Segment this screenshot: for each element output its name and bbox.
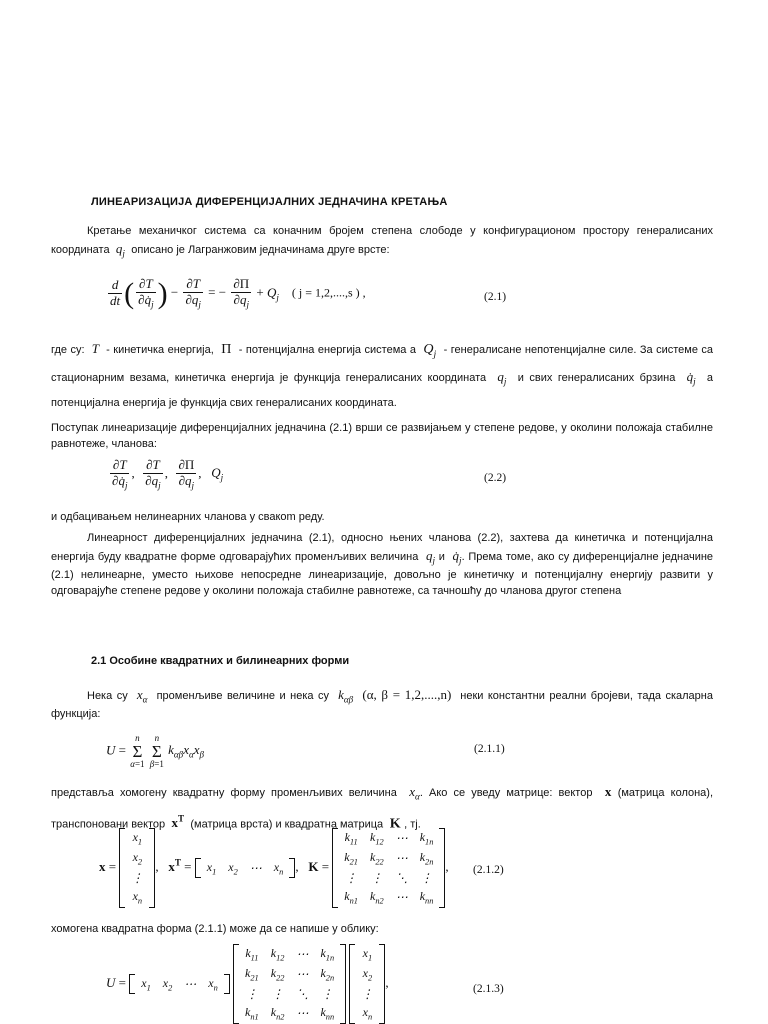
para5-text-c: . Према томе, ако су диференцијалне једначине (2.1) нелинеарне, уместо њихове непосредне линеаризације, довољно је кинетичку и потенцијалну енергију развити у одговарајуће степене редове у околини положаја стабилне равнотеже, са тачношћу до чланова другог степена	[51, 550, 714, 597]
para6-text-d: неки константни реални бројеви, тада скаларна функција:	[51, 690, 713, 720]
matrix-k: $k_{11}$ $k_{12}$ ⋯ $k_{1n}$ $k_{21}$ $k_{22}$ ⋯ $k_{2n}$ ⋮ ⋮ ⋱ ⋮ $k_{n1}$ $k_{n2}$ ⋯ $k_{nn}$	[332, 828, 445, 908]
matrix-x-row: $x_1$ $x_2$ ⋯ $x_n$	[195, 858, 296, 878]
matrix-k-2: $k_{11}$ $k_{12}$ ⋯ $k_{1n}$ $k_{21}$ $k_{22}$ ⋯ $k_{2n}$ ⋮ ⋮ ⋱ ⋮ $k_{n1}$ $k_{n2}$ ⋯ $k_{nn}$	[233, 944, 346, 1024]
para7-text-a: представља хомогену квадратну форму променљивих величина	[51, 787, 397, 799]
section-title: ЛИНЕАРИЗАЦИЈА ДИФЕРЕНЦИЈАЛНИХ ЈЕДНАЧИНА КРЕТАЊА	[91, 196, 448, 208]
para1-text-b: описано је Лагранжовим једначинама друге врсте:	[131, 243, 390, 256]
para5-text-b: и	[438, 550, 445, 563]
para7-text-d: (матрица врста) и квадратна матрица	[190, 817, 384, 830]
paragraph-matrices: представља хомогену квадратну форму променљивих величина $x_\alpha$. Ако се уведу матрице: вектор x (матрица колона), транспоновани вектор $x^T$ (матрица врста) и квадратна матрица K , тј.	[51, 784, 714, 831]
para6-text-b: променљиве величине и нека су	[156, 690, 329, 702]
equation-2-1: $\frac{d}{dt}$ ( $\frac{\partial T}{\partial q̇_j}$ ) − $\frac{\partial T}{\partial q_j}$ = − $\frac{\partial\Pi}{\partial q_j}$ + $Q_j$ ( j = 1,2,....,s ) ,	[110, 276, 366, 310]
matrix-x-column: $x_1$ $x_2$ ⋮ $x_n$	[119, 828, 155, 908]
para2-text-b: - кинетичка енергија,	[106, 344, 214, 356]
paragraph-variables: Нека су $x_\alpha$ променљиве величине и нека су $k_{\alpha\beta}$ (α, β = 1,2,....,n) неки константни реални бројеви, тада скаларна функција:	[51, 687, 713, 720]
para2-text-a: где су:	[51, 344, 85, 356]
paragraph-quadratic-forms: Линеарност диференцијалних једначина (2.1), односно њених чланова (2.2), захтева да кинетичка и потенцијална енергија буду квадратне форме одговарајућих променљивих величина $q_j$ и $q̇_j$. Према томе, ако су диференцијалне једначине (2.1) нелинеарне, уместо њихове непосредне линеаризације, довољно је кинетичку и потенцијалну енергију развити у одговарајуће степене редове у околини положаја стабилне равнотеже, са тачношћу до чланова другог степена	[51, 532, 714, 597]
equation-number-2-1-3: (2.1.3)	[473, 983, 504, 995]
paragraph-discard-nonlinear: и одбацивањем нелинеарних чланова у свакоm реду.	[51, 511, 325, 523]
paragraph-definitions: где су: T - кинетичка енергија, Π - потенцијална енергија система а $Q_j$ - генералисане непотенцијалне силе. За системе са стационарним везама, кинетичка енергија је функција генералисаних координата $q_j$ и свих генералисаних брзина $q̇_j$ а потенцијална енергија је функција свих генералисаних координата.	[51, 341, 714, 410]
equation-number-2-1: (2.1)	[484, 291, 507, 303]
para5-text-a: Линеарност диференцијалних једначина (2.1), односно њених чланова (2.2), захтева да кинетичка и потенцијална енергија буду квадратне форме одговарајућих променљивих величина	[51, 532, 713, 563]
para7-text-c: (матрица колона), транспоновани вектор	[51, 787, 714, 830]
matrix-x-column-2: $x_1$ $x_2$ ⋮ $x_n$	[349, 944, 385, 1024]
para2-text-f: а потенцијална енергија је функција свих генералисаних координата.	[51, 371, 714, 410]
para2-text-c: - потенцијална енергија система а	[238, 344, 416, 356]
equation-2-1-range: ( j = 1,2,....,s ) ,	[291, 285, 366, 300]
equation-2-2: $\frac{\partial T}{\partial q̇_j}$ , $\frac{\partial T}{\partial q_j}$ , $\frac{\partial\Pi}{\partial q_j}$ , $Q_j$	[112, 457, 224, 491]
paragraph-lagrange-intro: Кретање механичког система са коначним бројем степена слободе у конфигурационом простору генералисаних координата $q_j$ описано је Лагранжовим једначинама друге врсте:	[51, 225, 713, 259]
equation-number-2-1-2: (2.1.2)	[473, 864, 504, 876]
para2-text-e: и свих генералисаних брзина	[517, 371, 676, 384]
para1-text-a: Кретање механичког система са коначним бројем степена слободе у конфигурационом простору генералисаних координата	[51, 225, 713, 256]
para6-range: (α, β = 1,2,....,n)	[362, 687, 452, 702]
matrix-x-row-2: $x_1$ $x_2$ ⋯ $x_n$	[129, 974, 230, 994]
para6-text-a: Нека су	[87, 690, 128, 702]
subsection-title: 2.1 Особине квадратних и билинеарних форми	[91, 655, 350, 667]
equation-2-1-2: x = $x_1$ $x_2$ ⋮ $x_n$ , $x^T$ = $x_1$ $x_2$ ⋯ $x_n$ , K = $k_{11}$ $k_{12}$ ⋯ $k_{1n}$ $k_{21}$ $k_{22}$ ⋯ $k_{2n}$ ⋮ ⋮ ⋱ ⋮ $k_{n1}$ $k_{n2}$ ⋯ $k_{nn}$ ,	[99, 828, 449, 908]
para2-text-d: - генералисане непотенцијалне силе. За системе са стационарним везама, кинетичка енергија је функција генералисаних координата	[51, 344, 714, 384]
equation-number-2-2: (2.2)	[484, 472, 507, 484]
para7-text-b: . Ако се уведу матрице: вектор	[419, 787, 593, 799]
equation-2-1-1: U = n Σ α=1 n Σ β=1 $k_{\alpha\beta}x_\alpha x_\beta$	[106, 733, 205, 769]
paragraph-quadratic-form-matrix: хомогена квадратна форма (2.1.1) може да се напише у облику:	[51, 923, 379, 935]
para7-text-e: , тј.	[404, 817, 421, 830]
paragraph-linearization: Поступак линеаризације диференцијалних једначина (2.1) врши се развијањем у степене редове, у околини положаја стабилне равнотеже, чланова:	[51, 422, 713, 450]
equation-2-1-3: U = $x_1$ $x_2$ ⋯ $x_n$ $k_{11}$ $k_{12}$ ⋯ $k_{1n}$ $k_{21}$ $k_{22}$ ⋯ $k_{2n}$ ⋮ ⋮ ⋱ ⋮ $k_{n1}$ $k_{n2}$ ⋯ $k_{nn}$ $x_1$ $x_2$ ⋮ $x_n$ ,	[106, 944, 389, 1024]
equation-number-2-1-1: (2.1.1)	[474, 743, 505, 755]
